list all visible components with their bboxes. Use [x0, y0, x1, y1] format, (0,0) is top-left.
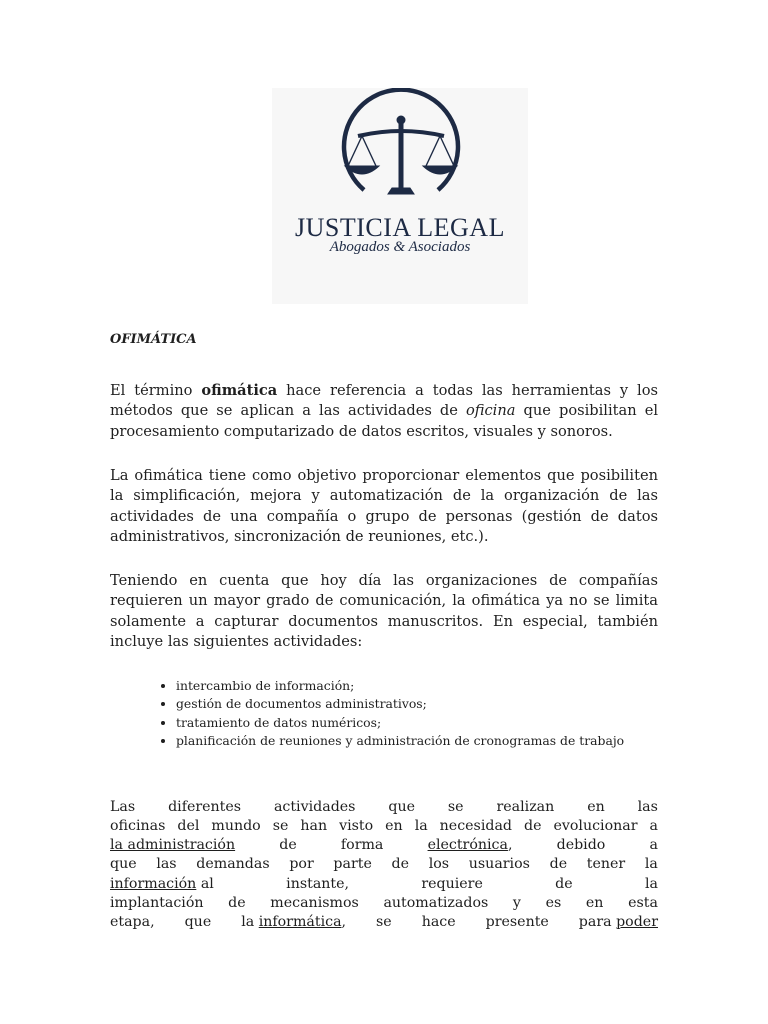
word: actividades: [273, 799, 356, 815]
word: evolucionar: [553, 818, 638, 834]
paragraph-objective: La ofimática tiene como objetivo proporcionar elementos que posibiliten la simplificación, mejora y automatización de la organización de las actividades de una compañía o grupo de personas (gestión de datos administrativos, sincronización de reuniones, etc.).: [110, 467, 658, 546]
p1-text-e: que posibilitan el procesamiento computarizado de datos escritos, visuales y sonoros.: [110, 402, 658, 440]
word: los: [428, 856, 450, 872]
p1-bold-term: ofimática: [201, 382, 278, 399]
link-informatica[interactable]: informática: [258, 914, 342, 930]
word: ,: [341, 914, 347, 930]
document-title: OFIMÁTICA: [110, 332, 197, 347]
logo-brand-text: JUSTICIA LEGAL: [295, 213, 505, 242]
word: la: [644, 876, 658, 892]
word: de: [279, 837, 297, 853]
text-line: [110, 913, 658, 932]
list-item: • tratamiento de datos numéricos;: [176, 714, 736, 732]
word: oficinas: [110, 818, 166, 834]
scales-of-justice-icon: [344, 90, 458, 194]
text-line: [110, 798, 658, 817]
word: la: [644, 856, 658, 872]
activities-list: [110, 677, 736, 751]
word: por: [289, 856, 314, 872]
text-line: [110, 836, 658, 855]
list-item: • gestión de documentos administrativos;: [176, 695, 736, 713]
word: esta: [628, 895, 658, 911]
word: se: [376, 914, 392, 930]
word: presente: [485, 914, 549, 930]
word: automatizados: [383, 895, 489, 911]
word: de: [228, 895, 246, 911]
word: la: [241, 914, 255, 930]
word: al: [200, 876, 214, 892]
logo-tagline-text: Abogados & Asociados: [329, 239, 471, 255]
word: se: [272, 818, 289, 834]
p1-text-c: hace referencia a todas las herramientas y los métodos que se aplican a las actividades de: [110, 382, 658, 420]
word: parte: [333, 856, 372, 872]
word: en: [587, 799, 605, 815]
word: ,: [507, 837, 513, 853]
word: para: [578, 914, 612, 930]
word: implantación: [110, 895, 204, 911]
word: que: [184, 914, 212, 930]
word: usuarios: [468, 856, 530, 872]
word: instante,: [286, 876, 350, 892]
word: se: [447, 799, 464, 815]
word: las: [156, 856, 177, 872]
word: y: [512, 895, 521, 911]
word: tener: [586, 856, 626, 872]
word: hace: [421, 914, 456, 930]
p1-italic-term: oficina: [465, 402, 516, 420]
list-item: • planificación de reuniones y administración de cronogramas de trabajo: [176, 732, 736, 750]
word: las: [637, 799, 658, 815]
word: es: [545, 895, 562, 911]
word: diferentes: [168, 799, 242, 815]
link-poder[interactable]: poder: [616, 914, 658, 930]
link-electronica[interactable]: electrónica: [427, 837, 508, 853]
paragraph-communication: Teniendo en cuenta que hoy día las organizaciones de compañías requieren un mayor grado de comunicación, la ofimática ya no se limita solamente a capturar documentos manuscritos. En especial, también incluye las siguientes actividades:: [110, 572, 658, 651]
word: realizan: [496, 799, 555, 815]
word: de: [555, 876, 573, 892]
word: a: [649, 818, 658, 834]
text-line: [110, 855, 658, 874]
text-line: [110, 894, 658, 913]
text-line: [110, 875, 658, 894]
word: visto: [339, 818, 374, 834]
word: necesidad: [439, 818, 512, 834]
text-line: [110, 817, 658, 836]
word: la: [414, 818, 428, 834]
word: en: [585, 895, 604, 911]
word: debido: [556, 837, 606, 853]
word: demandas: [196, 856, 270, 872]
word: que: [110, 856, 137, 872]
word: etapa,: [110, 914, 155, 930]
word: han: [300, 818, 328, 834]
link-administracion[interactable]: la administración: [110, 837, 236, 853]
word: de: [523, 818, 542, 834]
word: mundo: [211, 818, 261, 834]
word: mecanismos: [270, 895, 359, 911]
word: en: [385, 818, 403, 834]
word: del: [177, 818, 200, 834]
word: forma: [340, 837, 384, 853]
list-item: • intercambio de información;: [176, 677, 736, 695]
word: de: [549, 856, 568, 872]
link-informacion[interactable]: información: [110, 876, 197, 892]
word: de: [391, 856, 410, 872]
word: que: [388, 799, 415, 815]
word: requiere: [421, 876, 483, 892]
p1-text-a: El término: [110, 382, 202, 399]
company-logo: [272, 88, 528, 304]
word: Las: [110, 799, 136, 815]
paragraph-definition: [110, 381, 658, 442]
word: a: [649, 837, 658, 853]
